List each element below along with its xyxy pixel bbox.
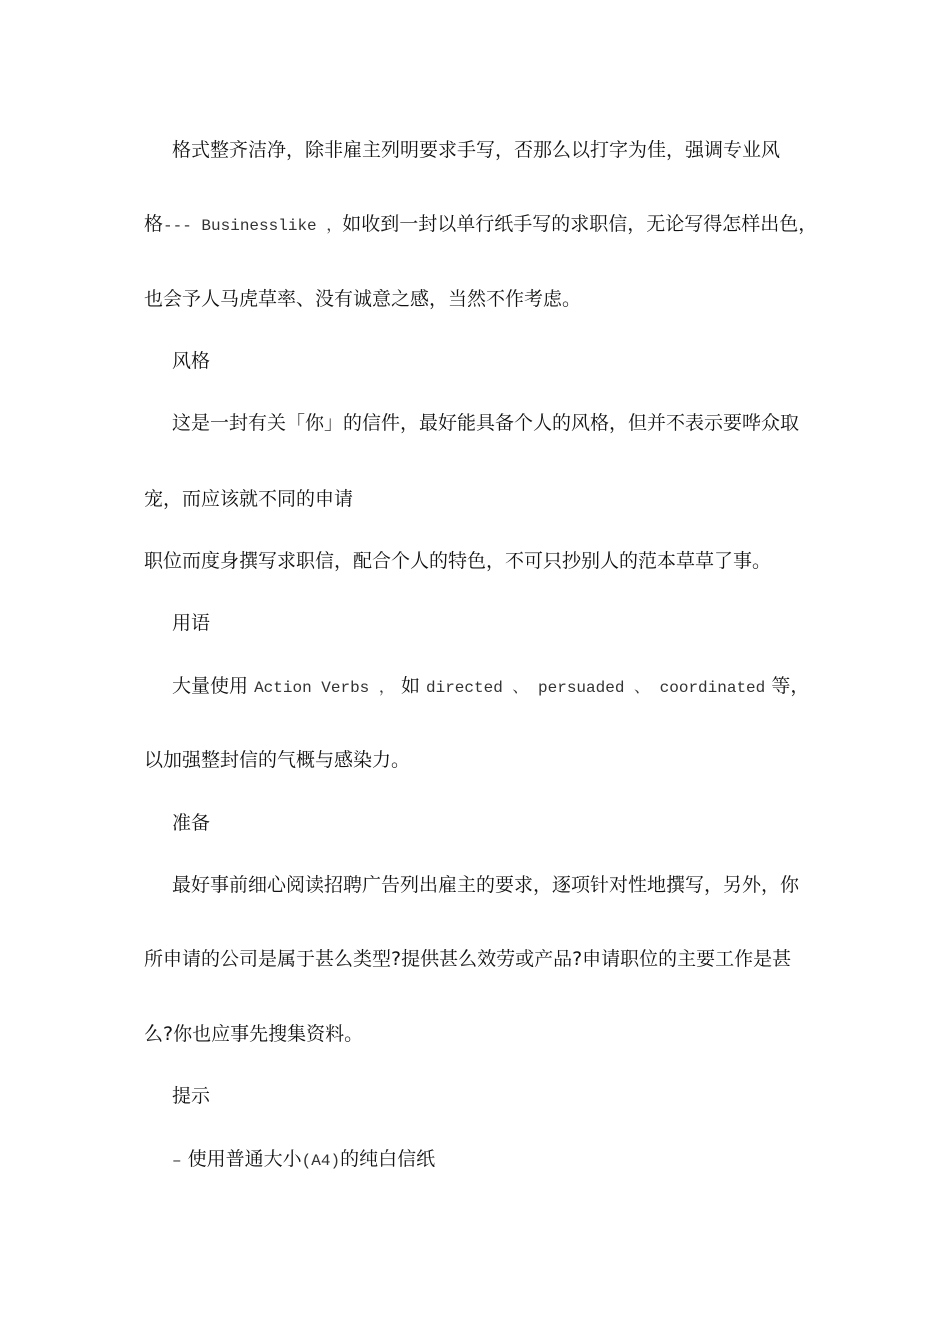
paragraph-style-line-1 [172,410,799,436]
paragraph-format-line-1 [172,137,780,163]
text-run: 的纯白信纸 [340,1148,436,1170]
heading-text: 提示 [172,1085,211,1107]
heading-tips [172,1083,210,1109]
heading-preparation [172,810,210,836]
paragraph-format-line-3 [144,286,581,312]
text-run-latin: (A4) [301,1152,341,1170]
text-run-latin: directed 、 persuaded 、 coordinated [426,679,766,697]
paragraph-preparation-line-1 [172,872,799,898]
paragraph-style-line-2 [144,486,353,512]
text-run: 如收到一封以单行纸手写的求职信，无论写得怎样出色， [342,213,818,235]
text-run: 宠，而应该就不同的申请 [144,488,354,510]
text-run: 大量使用 [172,675,249,697]
text-run-latin: Action Verbs ， [254,679,395,697]
text-run-latin: --- Businesslike ， [163,217,343,235]
text-run: 等， [771,675,810,697]
text-run: 职位而度身撰写求职信，配合个人的特色，不可只抄别人的范本草草了事。 [144,550,772,572]
paragraph-style-line-3 [144,548,771,574]
text-run: 最好事前细心阅读招聘广告列出雇主的要求，逐项针对性地撰写，另外，你 [172,874,800,896]
heading-text: 风格 [172,350,211,372]
text-run: 么?你也应事先搜集资料。 [144,1023,364,1045]
paragraph-preparation-line-2 [144,946,791,972]
paragraph-preparation-line-3 [144,1021,363,1047]
tip-item-1 [172,1146,435,1174]
paragraph-format-line-2 [144,211,817,239]
text-run: 所申请的公司是属于甚么类型?提供甚么效劳或产品?申请职位的主要工作是甚 [144,948,792,970]
paragraph-wording-line-1 [172,673,809,701]
bullet-dash: – [172,1152,182,1170]
text-run: 如 [400,675,420,697]
heading-style [172,348,210,374]
text-run: 格 [144,213,164,235]
heading-text: 用语 [172,612,211,634]
text-run: 也会予人马虎草率、没有诚意之感，当然不作考虑。 [144,288,582,310]
heading-text: 准备 [172,812,211,834]
heading-wording [172,610,210,636]
text-run: 这是一封有关「你」的信件，最好能具备个人的风格，但并不表示要哗众取 [172,412,800,434]
paragraph-wording-line-2 [144,747,410,773]
text-run: 以加强整封信的气概与感染力。 [144,749,411,771]
text-run: 格式整齐洁净，除非雇主列明要求手写，否那么以打字为佳，强调专业风 [172,139,781,161]
text-run: 使用普通大小 [187,1148,302,1170]
